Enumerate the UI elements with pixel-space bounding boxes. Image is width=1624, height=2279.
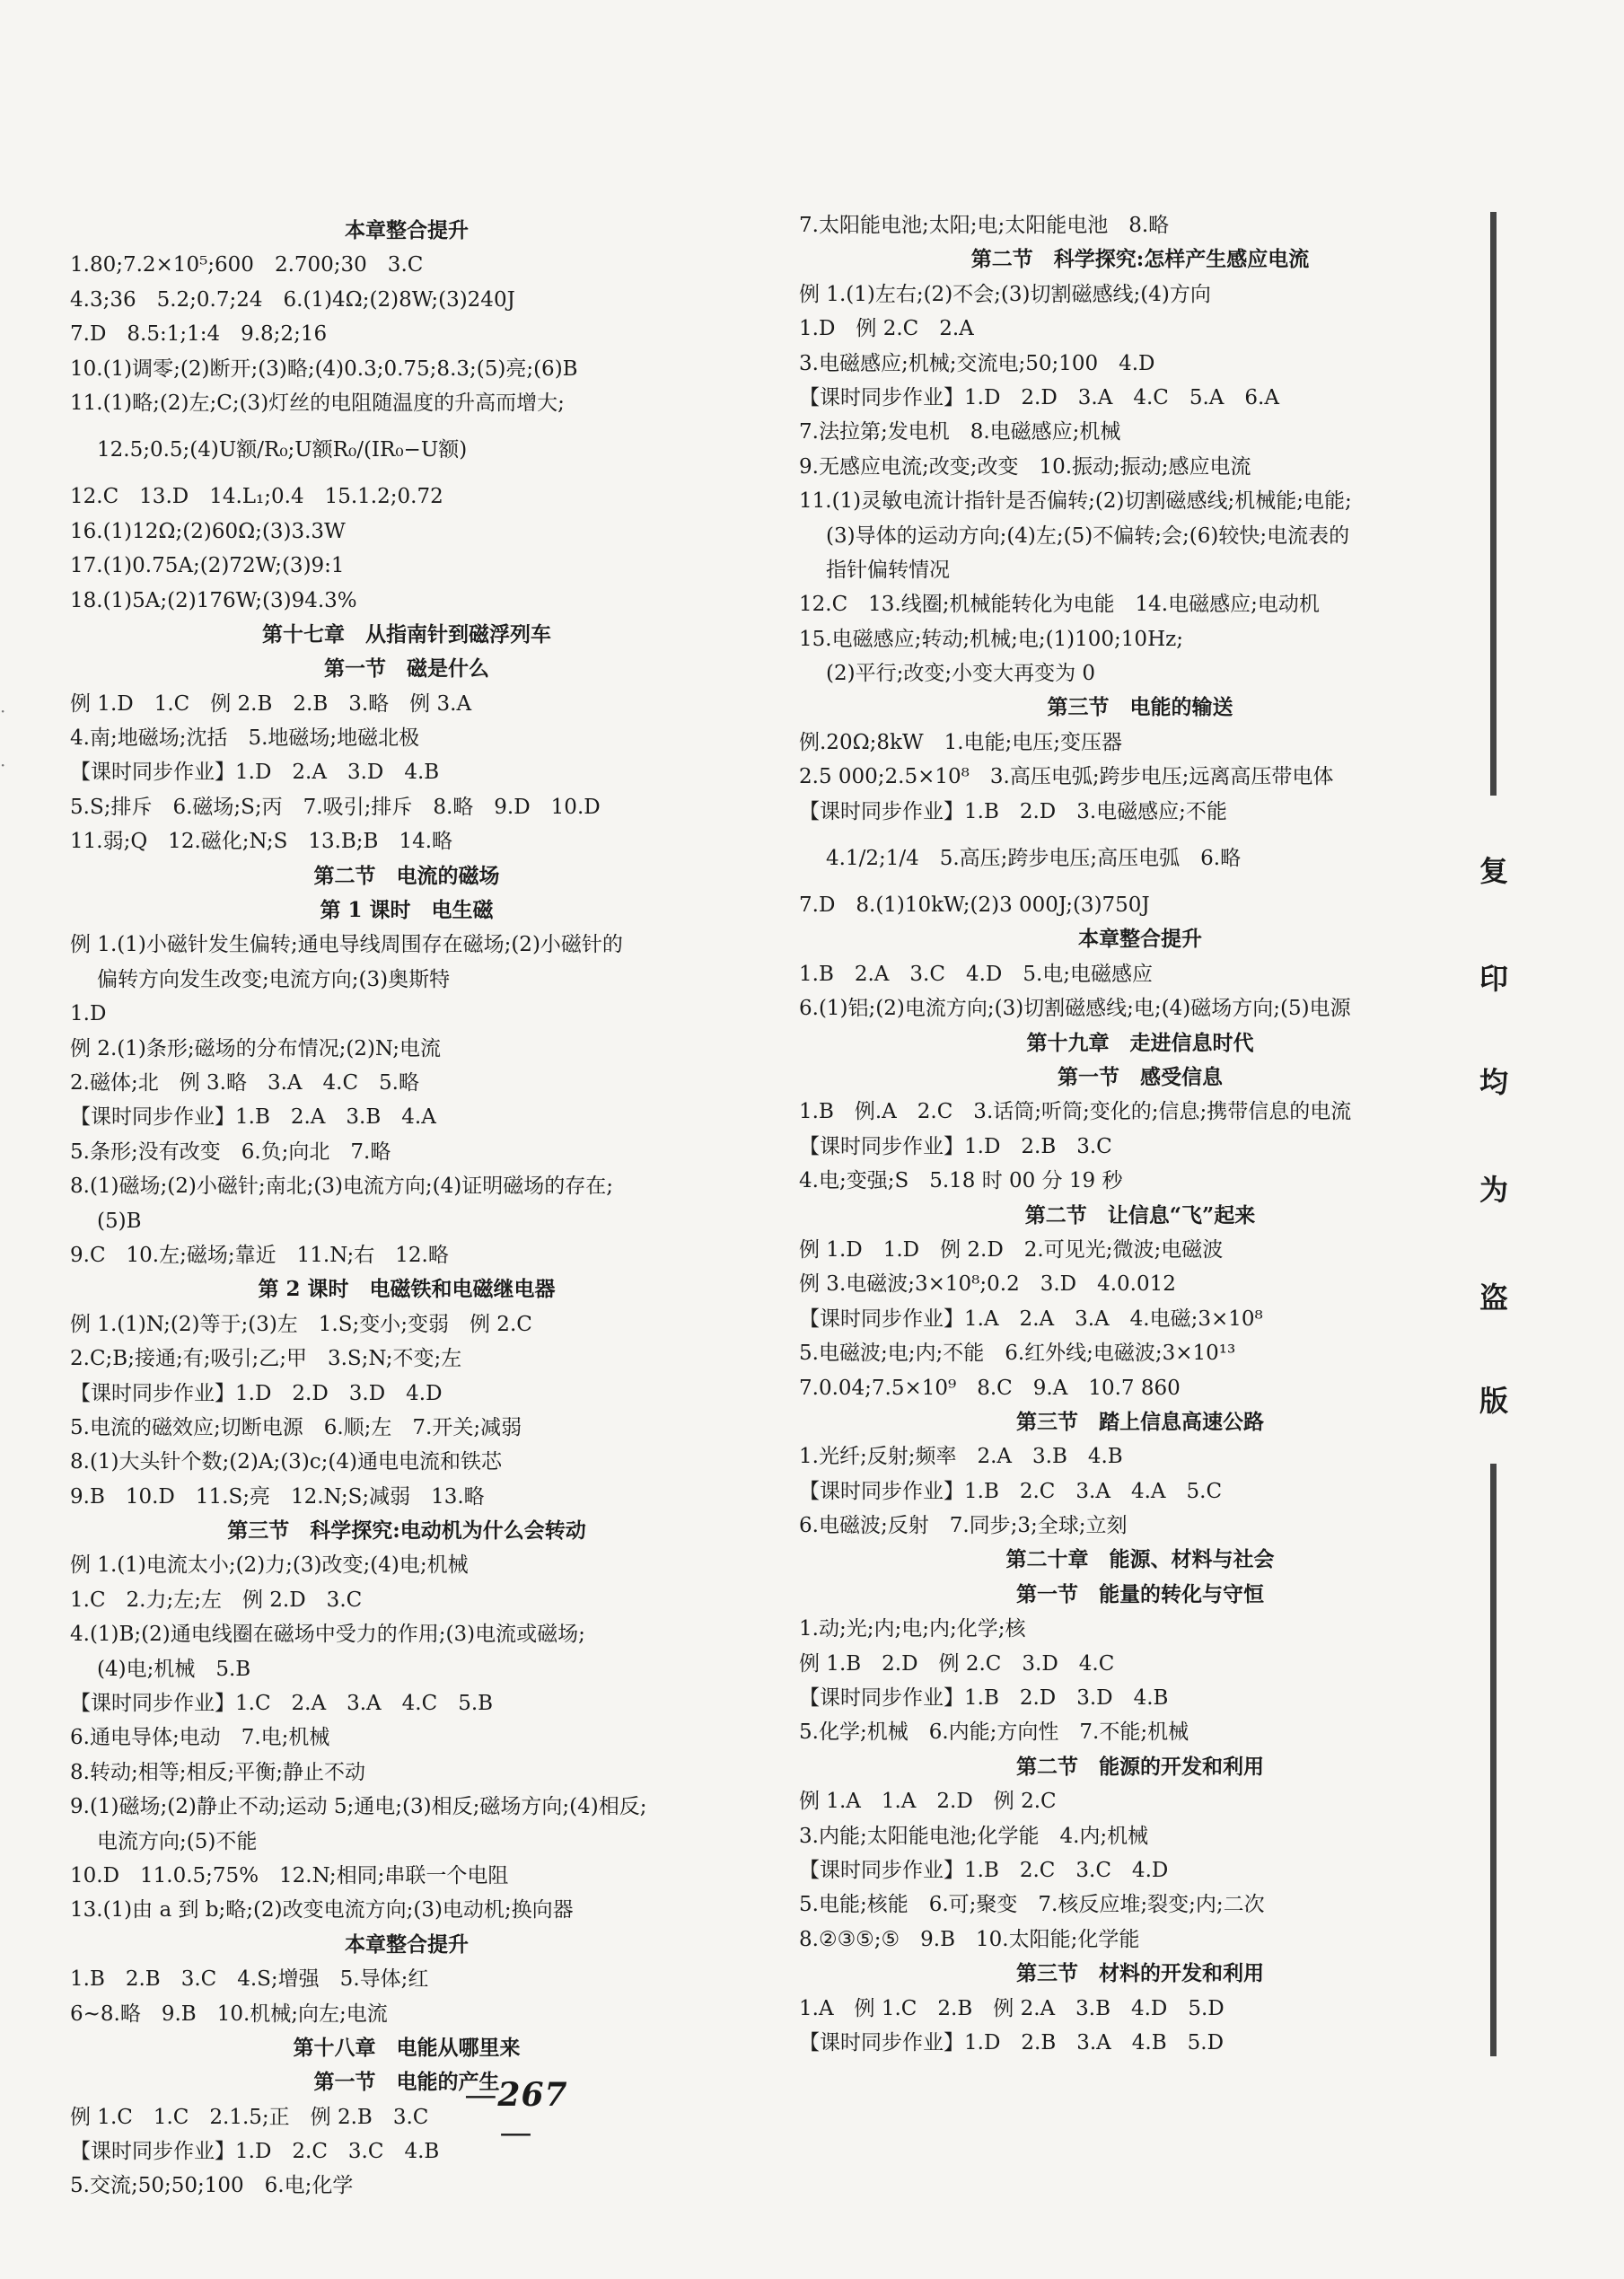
answer-line: 9.C 10.左;磁场;靠近 11.N;右 12.略 (70, 1243, 449, 1267)
section-heading: 第二节 让信息“飞”起来 (1024, 1202, 1256, 1227)
answer-line: 8.(1)大头针个数;(2)A;(3)c;(4)通电电流和铁芯 (70, 1450, 503, 1474)
section-heading: 第三节 踏上信息高速公路 (1016, 1409, 1264, 1434)
section-heading: 本章整合提升 (1078, 927, 1202, 952)
left-answer-column (70, 214, 743, 2204)
right-answer-column (799, 208, 1481, 2060)
section-heading: 第二节 科学探究:怎样产生感应电流 (970, 247, 1310, 272)
section-heading: 本章整合提升 (345, 1931, 469, 1957)
section-heading: 第十七章 从指南针到磁浮列车 (262, 621, 551, 647)
answer-line: 12.5;0.5;(4)U额/R₀;U额R₀/(IR₀−U额) (97, 438, 468, 462)
answer-line: 10.(1)调零;(2)断开;(3)略;(4)0.3;0.75;8.3;(5)亮;(6)B (70, 356, 578, 381)
side-bar-top (1490, 212, 1497, 796)
answer-line: 1.D 例 2.C 2.A (799, 317, 974, 341)
notice-char: 盗 (1479, 1280, 1508, 1315)
answer-line: 17.(1)0.75A;(2)72W;(3)9:1 (70, 554, 345, 578)
answer-line: 8.(1)磁场;(2)小磁针;南北;(3)电流方向;(4)证明磁场的存在; (70, 1175, 614, 1199)
answer-line: 7.0.04;7.5×10⁹ 8.C 9.A 10.7 860 (799, 1376, 1181, 1400)
answer-line: 例 1.(1)小磁针发生偏转;通电导线周围存在磁场;(2)小磁针的 (70, 933, 623, 957)
notice-char: 为 (1479, 1173, 1508, 1207)
answer-line: 6.(1)铝;(2)电流方向;(3)切割磁感线;电;(4)磁场方向;(5)电源 (799, 997, 1351, 1021)
answer-line: 【课时同步作业】1.D 2.A 3.D 4.B (70, 761, 440, 785)
answer-line: 偏转方向发生改变;电流方向;(3)奥斯特 (97, 967, 451, 991)
answer-line: 【课时同步作业】1.A 2.A 3.A 4.电磁;3×10⁸ (799, 1307, 1263, 1331)
answer-line: 【课时同步作业】1.C 2.A 3.A 4.C 5.B (70, 1692, 494, 1716)
answer-line: 5.电流的磁效应;切断电源 6.顺;左 7.开关;减弱 (70, 1415, 522, 1439)
answer-line: 例 3.电磁波;3×10⁸;0.2 3.D 4.0.012 (799, 1272, 1176, 1297)
answer-line: 【课时同步作业】1.D 2.C 3.C 4.B (70, 2140, 440, 2164)
section-heading: 第一节 感受信息 (1058, 1064, 1223, 1089)
answer-line: 1.光纤;反射;频率 2.A 3.B 4.B (799, 1445, 1123, 1469)
answer-line: 2.磁体;北 例 3.略 3.A 4.C 5.略 (70, 1070, 419, 1095)
section-heading: 第一节 磁是什么 (324, 656, 489, 682)
answer-line: 7.法拉第;发电机 8.电磁感应;机械 (799, 420, 1121, 444)
answer-line: 6.通电导体;电动 7.电;机械 (70, 1726, 330, 1750)
answer-line: 例 1.C 1.C 2.1.5;正 例 2.B 3.C (70, 2105, 429, 2129)
answer-line: 12.C 13.线圈;机械能转化为电能 14.电磁感应;电动机 (799, 593, 1320, 617)
answer-line: 【课时同步作业】1.B 2.C 3.C 4.D (799, 1858, 1169, 1882)
section-heading: 第三节 电能的输送 (1047, 695, 1233, 720)
section-heading: 第 1 课时 电生磁 (320, 898, 494, 923)
answer-line: 【课时同步作业】1.B 2.A 3.B 4.A (70, 1105, 436, 1130)
answer-line: 例 1.D 1.C 例 2.B 2.B 3.略 例 3.A (70, 691, 472, 716)
answer-line: 5.电能;核能 6.可;聚变 7.核反应堆;裂变;内;二次 (799, 1893, 1265, 1917)
answer-line: 9.B 10.D 11.S;亮 12.N;S;减弱 13.略 (70, 1484, 485, 1509)
answer-line: (3)导体的运动方向;(4)左;(5)不偏转;会;(6)较快;电流表的 (826, 524, 1350, 548)
answer-line: 4.3;36 5.2;0.7;24 6.(1)4Ω;(2)8W;(3)240J (70, 287, 515, 312)
answer-line: 5.电磁波;电;内;不能 6.红外线;电磁波;3×10¹³ (799, 1342, 1236, 1366)
answer-line: 5.化学;机械 6.内能;方向性 7.不能;机械 (799, 1720, 1189, 1745)
page-number: — 267 — (449, 2076, 584, 2151)
answer-line: 例 1.(1)N;(2)等于;(3)左 1.S;变小;变弱 例 2.C (70, 1312, 532, 1336)
answer-line: 例 1.(1)电流太小;(2)力;(3)改变;(4)电;机械 (70, 1553, 469, 1578)
notice-char: 印 (1479, 962, 1508, 996)
section-heading: 第二节 能源的开发和利用 (1016, 1754, 1264, 1779)
answer-line: 7.D 8.(1)10kW;(2)3 000J;(3)750J (799, 893, 1150, 918)
answer-line: 【课时同步作业】1.D 2.D 3.D 4.D (70, 1381, 443, 1405)
answer-line: 例 1.(1)左右;(2)不会;(3)切割磁感线;(4)方向 (799, 282, 1211, 306)
answer-line: 18.(1)5A;(2)176W;(3)94.3% (70, 588, 357, 612)
answer-line: 7.太阳能电池;太阳;电;太阳能电池 8.略 (799, 214, 1170, 237)
answer-line: 5.交流;50;50;100 6.电;化学 (70, 2174, 354, 2198)
answer-line: 指针偏转情况 (826, 558, 950, 582)
answer-line: 例 1.A 1.A 2.D 例 2.C (799, 1790, 1057, 1814)
notice-char: 均 (1479, 1065, 1508, 1099)
answer-line: 12.C 13.D 14.L₁;0.4 15.1.2;0.72 (70, 485, 443, 509)
answer-line: 11.弱;Q 12.磁化;N;S 13.B;B 14.略 (70, 830, 453, 854)
answer-line: 5.S;排斥 6.磁场;S;丙 7.吸引;排斥 8.略 9.D 10.D (70, 795, 601, 819)
answer-line: 4.电;变强;S 5.18 时 00 分 19 秒 (799, 1169, 1123, 1193)
edge-scan-mark: · (0, 700, 6, 722)
answer-line: (2)平行;改变;小变大再变为 0 (826, 662, 1096, 686)
answer-line: 15.电磁感应;转动;机械;电;(1)100;10Hz; (799, 627, 1183, 651)
answer-line: 例.20Ω;8kW 1.电能;电压;变压器 (799, 730, 1123, 754)
answer-line: 5.条形;没有改变 6.负;向北 7.略 (70, 1140, 391, 1164)
answer-line: 9.无感应电流;改变;改变 10.振动;振动;感应电流 (799, 454, 1251, 479)
answer-line: 1.B 2.A 3.C 4.D 5.电;电磁感应 (799, 962, 1154, 986)
answer-line: (4)电;机械 5.B (97, 1657, 251, 1681)
answer-line: 【课时同步作业】1.B 2.D 3.电磁感应;不能 (799, 799, 1227, 823)
answer-line: 1.A 例 1.C 2.B 例 2.A 3.B 4.D 5.D (799, 1996, 1225, 2020)
answer-line: 6~8.略 9.B 10.机械;向左;电流 (70, 2002, 388, 2026)
answer-line: 3.内能;太阳能电池;化学能 4.内;机械 (799, 1824, 1149, 1848)
answer-line: 【课时同步作业】1.D 2.B 3.A 4.B 5.D (799, 2030, 1225, 2055)
answer-line: 11.(1)灵敏电流计指针是否偏转;(2)切割磁感线;机械能;电能; (799, 489, 1352, 514)
answer-line: 【课时同步作业】1.D 2.D 3.A 4.C 5.A 6.A (799, 385, 1279, 409)
answer-line: 1.动;光;内;电;内;化学;核 (799, 1617, 1026, 1641)
answer-line: 4.1/2;1/4 5.高压;跨步电压;高压电弧 6.略 (826, 847, 1242, 871)
section-heading: 第一节 电能的产生 (313, 2070, 500, 2095)
answer-line: 1.B 例.A 2.C 3.话筒;听筒;变化的;信息;携带信息的电流 (799, 1100, 1352, 1124)
answer-line: 8.②③⑤;⑤ 9.B 10.太阳能;化学能 (799, 1927, 1140, 1951)
answer-line: 16.(1)12Ω;(2)60Ω;(3)3.3W (70, 519, 346, 543)
answer-line: 1.C 2.力;左;左 例 2.D 3.C (70, 1588, 363, 1612)
section-heading: 第 2 课时 电磁铁和电磁继电器 (258, 1277, 556, 1302)
answer-line: (5)B (97, 1209, 142, 1233)
answer-line: 【课时同步作业】1.B 2.C 3.A 4.A 5.C (799, 1479, 1223, 1503)
section-heading: 第三节 材料的开发和利用 (1016, 1961, 1264, 1986)
answer-line: 【课时同步作业】1.B 2.D 3.D 4.B (799, 1686, 1169, 1711)
answer-line: 1.80;7.2×10⁵;600 2.700;30 3.C (70, 253, 424, 277)
answer-line: 例 1.D 1.D 例 2.D 2.可见光;微波;电磁波 (799, 1237, 1224, 1262)
section-heading: 本章整合提升 (345, 218, 469, 242)
section-heading: 第十九章 走进信息时代 (1026, 1030, 1254, 1055)
answer-line: 电流方向;(5)不能 (97, 1829, 258, 1853)
answer-line: 4.(1)B;(2)通电线圈在磁场中受力的作用;(3)电流或磁场; (70, 1623, 585, 1647)
answer-line: 3.电磁感应;机械;交流电;50;100 4.D (799, 351, 1155, 375)
section-heading: 第三节 科学探究:电动机为什么会转动 (227, 1518, 586, 1544)
side-bar-bottom (1490, 1464, 1497, 2056)
edge-scan-mark: · (0, 754, 6, 776)
section-heading: 第二十章 能源、材料与社会 (1005, 1547, 1275, 1572)
answer-line: 4.南;地磁场;沈括 5.地磁场;地磁北极 (70, 726, 420, 751)
answer-line: 例 2.(1)条形;磁场的分布情况;(2)N;电流 (70, 1036, 441, 1060)
section-heading: 第一节 能量的转化与守恒 (1016, 1581, 1264, 1606)
answer-line: 13.(1)由 a 到 b;略;(2)改变电流方向;(3)电动机;换向器 (70, 1898, 574, 1923)
section-heading: 第十八章 电能从哪里来 (293, 2035, 521, 2060)
section-heading: 第二节 电流的磁场 (313, 863, 500, 888)
answer-line: 6.电磁波;反射 7.同步;3;全球;立刻 (799, 1514, 1128, 1538)
answer-line: 1.D (70, 1002, 107, 1026)
answer-line: 11.(1)略;(2)左;C;(3)灯丝的电阻随温度的升高而增大; (70, 391, 565, 415)
answer-line: 2.C;B;接通;有;吸引;乙;甲 3.S;N;不变;左 (70, 1347, 462, 1371)
answer-line: 8.转动;相等;相反;平衡;静止不动 (70, 1760, 365, 1784)
notice-char: 版 (1479, 1384, 1508, 1418)
answer-line: 2.5 000;2.5×10⁸ 3.高压电弧;跨步电压;远离高压带电体 (799, 765, 1334, 789)
notice-char: 复 (1479, 854, 1508, 888)
answer-line: 【课时同步作业】1.D 2.B 3.C (799, 1134, 1112, 1158)
answer-line: 10.D 11.0.5;75% 12.N;相同;串联一个电阻 (70, 1863, 509, 1887)
answer-line: 7.D 8.5:1;1:4 9.8;2;16 (70, 322, 328, 347)
answer-line: 9.(1)磁场;(2)静止不动;运动 5;通电;(3)相反;磁场方向;(4)相反; (70, 1795, 647, 1819)
answer-line: 1.B 2.B 3.C 4.S;增强 5.导体;红 (70, 1967, 429, 1992)
answer-line: 例 1.B 2.D 例 2.C 3.D 4.C (799, 1651, 1115, 1676)
